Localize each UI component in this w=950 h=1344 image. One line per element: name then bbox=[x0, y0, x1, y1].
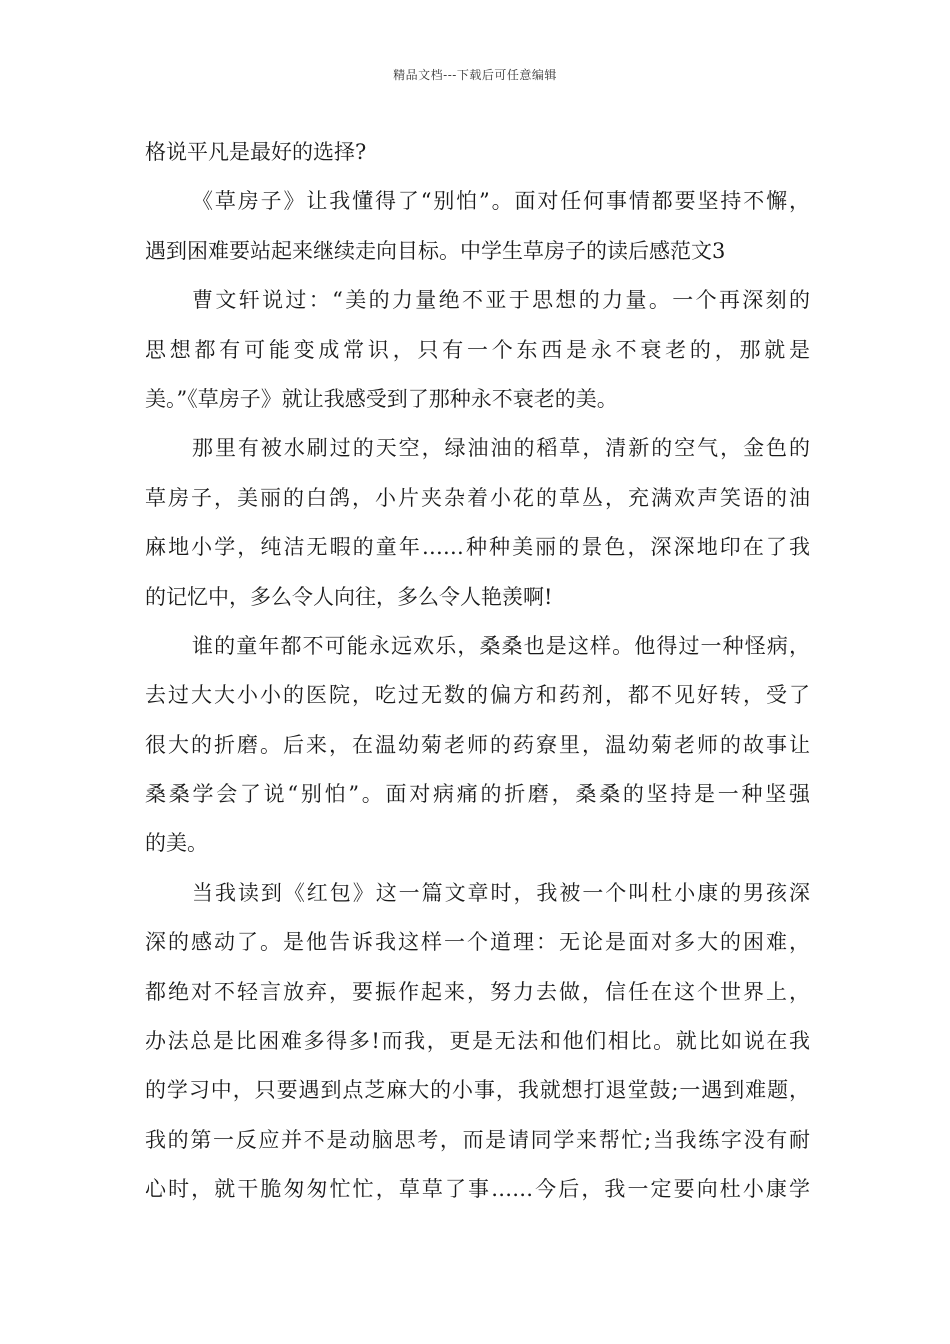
text-line: 当我读到《红包》这一篇文章时，我被一个叫杜小康的男孩深 bbox=[192, 880, 810, 905]
text-line: 的学习中，只要遇到点芝麻大的小事，我就想打退堂鼓;一遇到难题， bbox=[145, 1078, 810, 1103]
text-line: 格说平凡是最好的选择? bbox=[145, 140, 367, 164]
text-line: 我的第一反应并不是动脑思考，而是请同学来帮忙;当我练字没有耐 bbox=[145, 1127, 810, 1152]
text-line: 《草房子》让我懂得了“别怕”。面对任何事情都要坚持不懈， bbox=[192, 189, 810, 214]
text-line: 很大的折磨。后来，在温幼菊老师的药寮里，温幼菊老师的故事让 bbox=[145, 732, 810, 757]
text-line: 桑桑学会了说“别怕”。面对病痛的折磨，桑桑的坚持是一种坚强 bbox=[145, 782, 810, 807]
text-line: 草房子，美丽的白鸽，小片夹杂着小花的草丛，充满欢声笑语的油 bbox=[145, 485, 810, 510]
text-line: 曹文轩说过：“美的力量绝不亚于思想的力量。一个再深刻的 bbox=[192, 288, 810, 313]
text-line: 的美。 bbox=[145, 831, 208, 856]
text-line: 心时，就干脆匆匆忙忙，草草了事……今后，我一定要向杜小康学 bbox=[145, 1177, 810, 1202]
text-line: 那里有被水刷过的天空，绿油油的稻草，清新的空气，金色的 bbox=[192, 436, 810, 461]
text-line: 都绝对不轻言放弃，要振作起来，努力去做，信任在这个世界上， bbox=[145, 979, 810, 1004]
text-line: 遇到困难要站起来继续走向目标。中学生草房子的读后感范文3 bbox=[145, 238, 726, 263]
page-header: 精品文档---下载后可任意编辑 bbox=[393, 68, 557, 82]
text-line: 的记忆中，多么令人向往，多么令人艳羡啊! bbox=[145, 584, 553, 609]
text-line: 谁的童年都不可能永远欢乐，桑桑也是这样。他得过一种怪病， bbox=[192, 633, 810, 658]
text-line: 美。”《草房子》就让我感受到了那种永不衰老的美。 bbox=[145, 386, 618, 411]
text-line: 办法总是比困难多得多!而我，更是无法和他们相比。就比如说在我 bbox=[145, 1029, 810, 1054]
text-line: 去过大大小小的医院，吃过无数的偏方和药剂，都不见好转，受了 bbox=[145, 683, 810, 708]
text-line: 深的感动了。是他告诉我这样一个道理：无论是面对多大的困难， bbox=[145, 930, 810, 955]
text-line: 思想都有可能变成常识，只有一个东西是永不衰老的，那就是 bbox=[145, 337, 810, 362]
text-line: 麻地小学，纯洁无暇的童年……种种美丽的景色，深深地印在了我 bbox=[145, 535, 810, 560]
document-body bbox=[145, 128, 810, 1215]
